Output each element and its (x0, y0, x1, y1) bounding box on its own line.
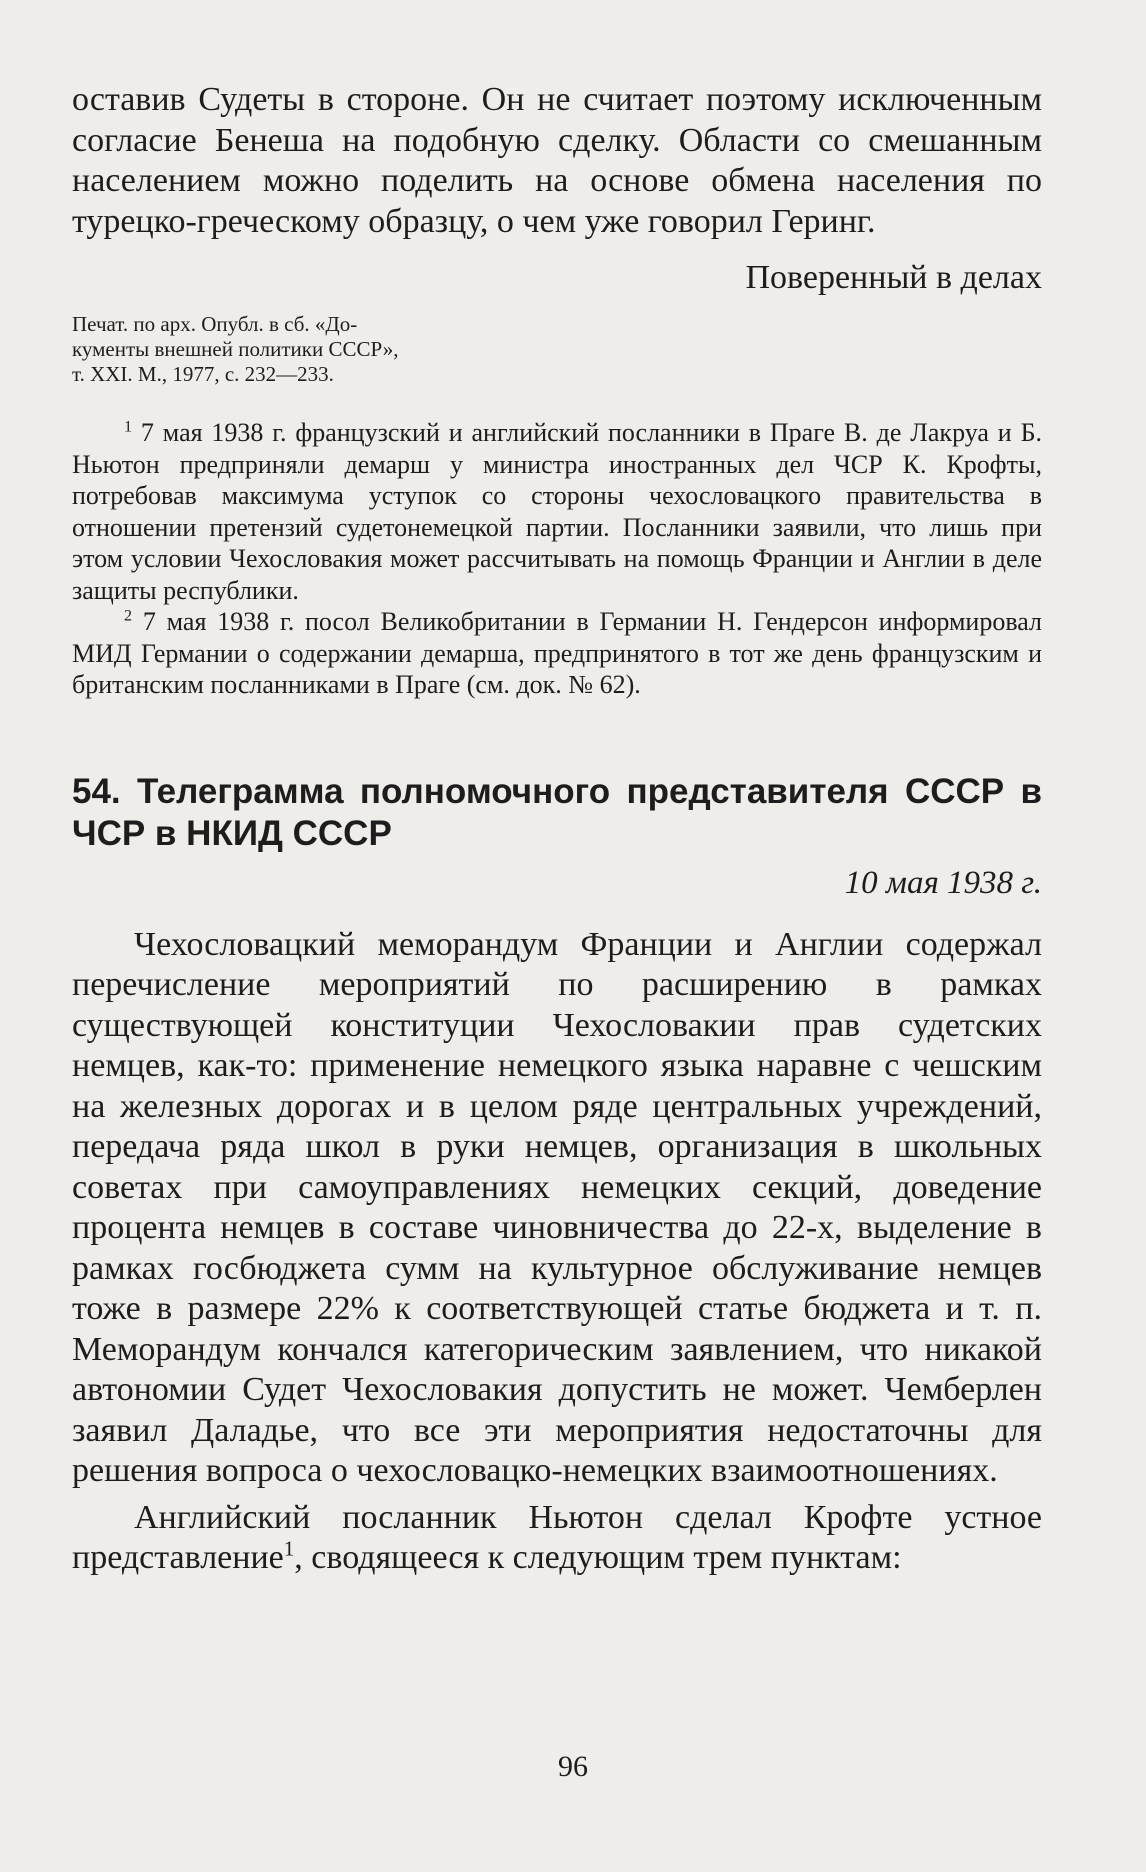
source-line-3: т. XXI. М., 1977, с. 232—233. (72, 362, 334, 386)
paragraph-2-text-end: , сводящееся к следующим трем пунктам: (294, 1539, 902, 1576)
document-body (72, 925, 1042, 1579)
footnote-reference: 1 (283, 1536, 295, 1561)
page-content (72, 80, 1042, 1579)
source-line-2: кументы внешней политики СССР», (72, 337, 399, 361)
page-number: 96 (558, 1750, 588, 1783)
footnote-1-marker: 1 (124, 418, 133, 436)
footnote-2-marker: 2 (124, 607, 133, 625)
footnote-1 (72, 417, 1042, 606)
document-paragraph-2 (72, 1498, 1042, 1579)
paragraph-2-text-start: Английский посланник Ньютон сделал Крофте устное представление (72, 1498, 1042, 1576)
signature: Поверенный в делах (745, 259, 1042, 296)
document-date: 10 мая 1938 г. (844, 864, 1042, 901)
footnote-2-text: 7 мая 1938 г. посол Великобритании в Германии Н. Гендерсон информировал МИД Германии о содержании демарша, предпринятого в тот же день французским и британским посланниками в Праге (см. док. № 62). (72, 607, 1042, 699)
document-title: 54. Телеграмма полномочного представителя СССР в ЧСР в НКИД СССР (72, 771, 1042, 853)
source-reference (72, 312, 492, 387)
document-paragraph-1: Чехословацкий меморандум Франции и Англии содержал перечисление мероприятий по расширению в рамках существующей конституции Чехословакии прав судетских немцев, как-то: применение немецкого языка наравне с чешским на железных дорогах и в целом ряде центральных учреждений, передача ряда школ в руки немцев, организация в школьных советах при самоуправлениях немецких секций, доведение процента немцев в составе чиновничества до 22-х, выделение в рамках госбюджета сумм на культурное обслуживание немцев тоже в размере 22% к соответствующей статье бюджета и т. п. Меморандум кончался категорическим заявлением, что никакой автономии Судет Чехословакия допустить не может. Чемберлен заявил Даладье, что все эти мероприятия недостаточны для решения вопроса о чехословацко-немецких взаимоотношениях. (72, 925, 1042, 1489)
footnotes (72, 417, 1042, 701)
footnote-1-text: 7 мая 1938 г. французский и английский посланники в Праге В. де Лакруа и Б. Ньютон предприняли демарш у министра иностранных дел ЧСР К. Крофты, потребовав максимума уступок со стороны чехословацкого правительства в отношении претензий судетонемецкой партии. Посланники заявили, что лишь при этом условии Чехословакия может рассчитывать на помощь Франции и Англии в деле защиты республики. (72, 418, 1042, 605)
source-line-1: Печат. по арх. Опубл. в сб. «До- (72, 312, 358, 336)
continuation-paragraph: оставив Судеты в стороне. Он не считает поэтому исключенным согласие Бенеша на подобную сделку. Области со смешанным населением можно поделить на основе обмена населения по турецко-греческому образцу, о чем уже говорил Геринг. (72, 81, 1042, 240)
footnote-2 (72, 606, 1042, 701)
